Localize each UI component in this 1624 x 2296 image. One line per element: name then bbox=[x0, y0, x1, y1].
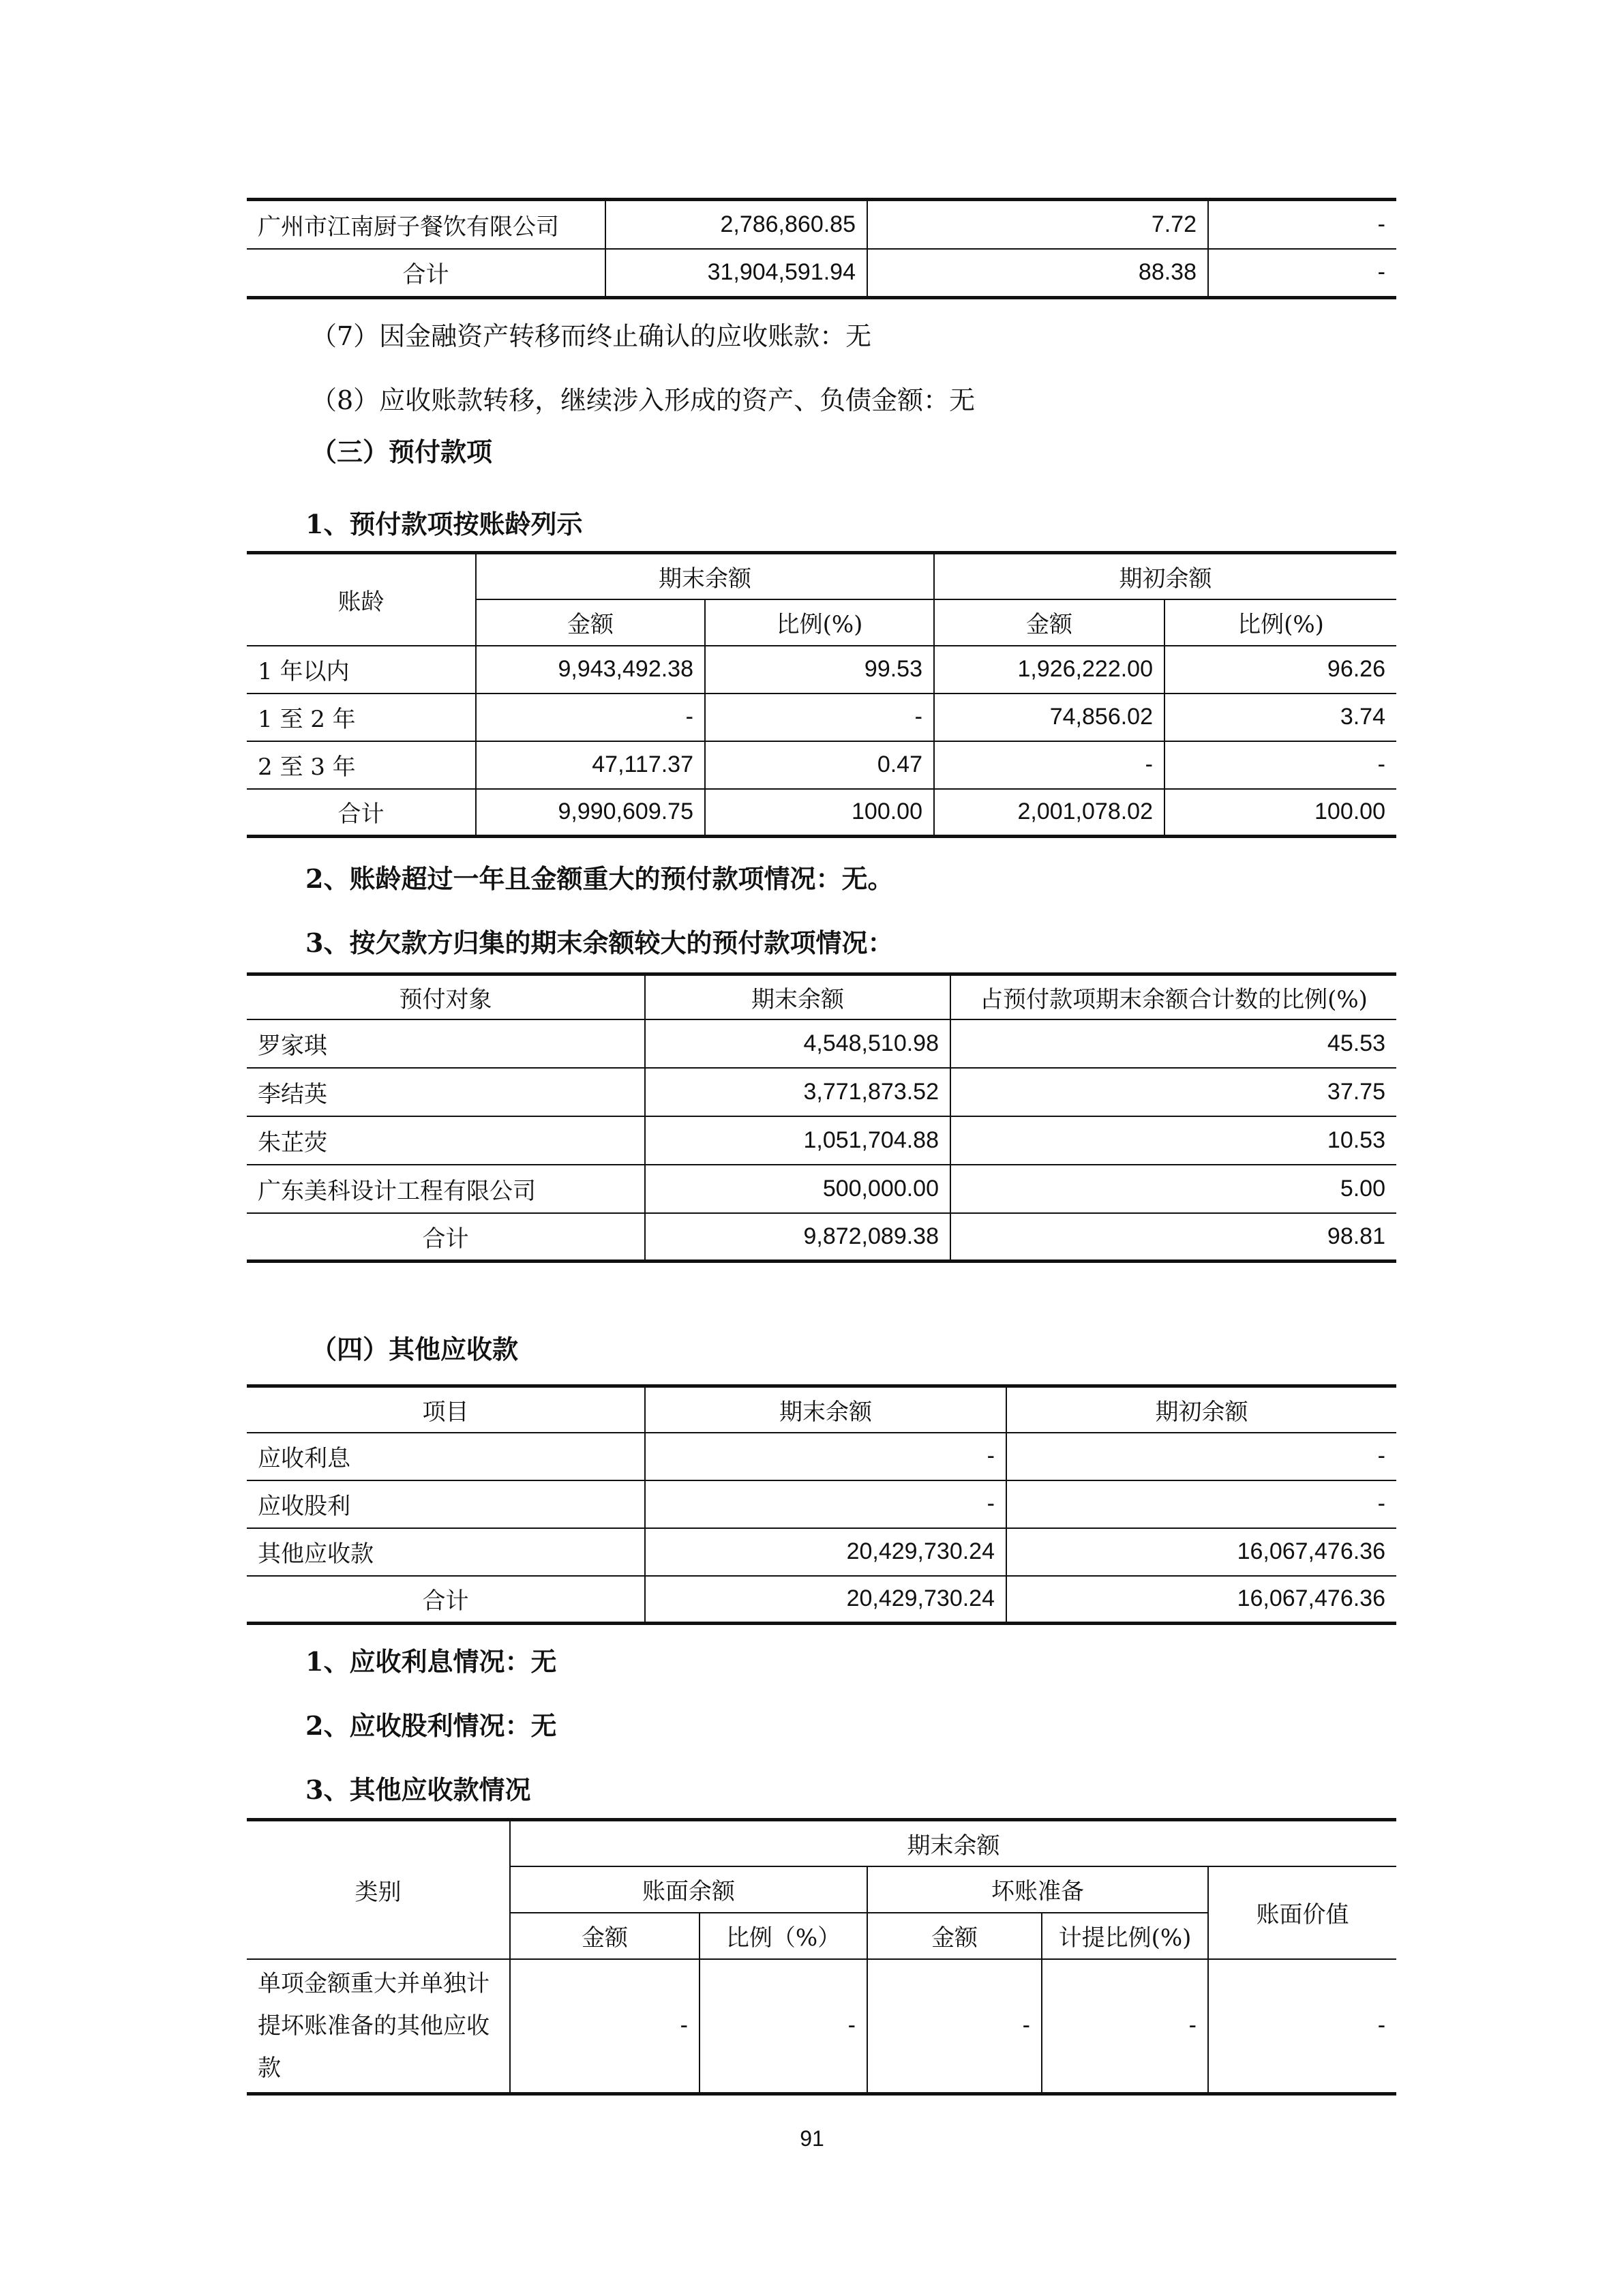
ratio-cell: 0.47 bbox=[705, 741, 934, 789]
subheading-prepay-overdue: 2、账龄超过一年且金额重大的预付款项情况：无。 bbox=[305, 863, 894, 894]
header-end-balance: 期末余额 bbox=[510, 1820, 1396, 1866]
header-end-balance: 期末余额 bbox=[476, 553, 934, 599]
ratio-cell: 98.81 bbox=[950, 1213, 1396, 1262]
header-party: 预付对象 bbox=[247, 974, 645, 1019]
table-row bbox=[247, 789, 1396, 837]
receivable-top-table bbox=[247, 198, 1396, 299]
ratio-cell: - bbox=[1164, 741, 1396, 789]
total-label: 合计 bbox=[247, 249, 605, 298]
table-row bbox=[247, 1576, 1396, 1624]
amount-cell: 9,943,492.38 bbox=[476, 646, 705, 694]
item-cell: 其他应收款 bbox=[247, 1528, 645, 1576]
ratio-cell: 96.26 bbox=[1164, 646, 1396, 694]
total-label: 合计 bbox=[247, 789, 476, 837]
amount-cell: 16,067,476.36 bbox=[1006, 1576, 1396, 1624]
category-cell: 单项金额重大并单独计提坏账准备的其他应收款 bbox=[247, 1959, 510, 2094]
amount-cell: 2,786,860.85 bbox=[605, 200, 867, 249]
amount-cell: 1,926,222.00 bbox=[934, 646, 1164, 694]
ratio-cell: - bbox=[705, 694, 934, 741]
total-label: 合计 bbox=[247, 1213, 645, 1262]
provision-cell: - bbox=[1208, 200, 1396, 249]
header-amount: 金额 bbox=[510, 1913, 700, 1959]
table-row bbox=[247, 1480, 1396, 1528]
table-header-row bbox=[247, 1820, 1396, 1866]
header-ratio: 占预付款项期末余额合计数的比例(%) bbox=[950, 974, 1396, 1019]
table-header-row bbox=[247, 1386, 1396, 1433]
ratio-cell: - bbox=[700, 1959, 867, 2094]
section-heading-prepayments: （三）预付款项 bbox=[311, 436, 493, 467]
section-heading-other-receivables: （四）其他应收款 bbox=[311, 1334, 519, 1365]
ratio-cell: 45.53 bbox=[950, 1019, 1396, 1068]
prepay-aging-table bbox=[247, 551, 1396, 838]
party-cell: 罗家琪 bbox=[247, 1019, 645, 1068]
table-header-row bbox=[247, 553, 1396, 599]
subheading-dividends: 2、应收股利情况：无 bbox=[305, 1710, 557, 1741]
amount-cell: 31,904,591.94 bbox=[605, 249, 867, 298]
table-row bbox=[247, 741, 1396, 789]
amount-cell: 9,872,089.38 bbox=[645, 1213, 950, 1262]
amount-cell: 2,001,078.02 bbox=[934, 789, 1164, 837]
amount-cell: 16,067,476.36 bbox=[1006, 1528, 1396, 1576]
subheading-prepay-aging: 1、预付款项按账龄列示 bbox=[305, 509, 583, 539]
page-number: 91 bbox=[800, 2126, 824, 2151]
header-ratio: 比例(%) bbox=[705, 599, 934, 646]
amount-cell: - bbox=[476, 694, 705, 741]
header-category: 类别 bbox=[247, 1820, 510, 1959]
table-row bbox=[247, 249, 1396, 298]
table-row bbox=[247, 1116, 1396, 1165]
header-amount: 金额 bbox=[867, 1913, 1042, 1959]
amount-cell: 20,429,730.24 bbox=[645, 1576, 1006, 1624]
age-cell: 1 年以内 bbox=[247, 646, 476, 694]
table-row bbox=[247, 1959, 1396, 2094]
amount-cell: - bbox=[645, 1433, 1006, 1480]
header-provision-ratio: 计提比例(%) bbox=[1042, 1913, 1208, 1959]
ratio-cell: 37.75 bbox=[950, 1068, 1396, 1116]
header-bad-debt: 坏账准备 bbox=[867, 1866, 1208, 1913]
total-label: 合计 bbox=[247, 1576, 645, 1624]
table-row bbox=[247, 1528, 1396, 1576]
prepay-top-table bbox=[247, 972, 1396, 1263]
header-ratio: 比例(%) bbox=[1164, 599, 1396, 646]
subheading-prepay-top: 3、按欠款方归集的期末余额较大的预付款项情况： bbox=[305, 927, 894, 958]
header-end-balance: 期末余额 bbox=[645, 1386, 1006, 1433]
amount-cell: - bbox=[1006, 1433, 1396, 1480]
paragraph-7: （7）因金融资产转移而终止确认的应收账款：无 bbox=[311, 321, 872, 351]
amount-cell: 20,429,730.24 bbox=[645, 1528, 1006, 1576]
party-cell: 李结英 bbox=[247, 1068, 645, 1116]
header-item: 项目 bbox=[247, 1386, 645, 1433]
amount-cell: - bbox=[934, 741, 1164, 789]
ratio-cell: 5.00 bbox=[950, 1165, 1396, 1213]
table-row bbox=[247, 1165, 1396, 1213]
company-name: 广州市江南厨子餐饮有限公司 bbox=[247, 200, 605, 249]
subheading-interest: 1、应收利息情况：无 bbox=[305, 1646, 557, 1677]
amount-cell: 4,548,510.98 bbox=[645, 1019, 950, 1068]
book-value-cell: - bbox=[1208, 1959, 1396, 2094]
header-begin-balance: 期初余额 bbox=[934, 553, 1396, 599]
ratio-cell: 3.74 bbox=[1164, 694, 1396, 741]
ratio-cell: 10.53 bbox=[950, 1116, 1396, 1165]
ratio-cell: 99.53 bbox=[705, 646, 934, 694]
amount-cell: - bbox=[1006, 1480, 1396, 1528]
item-cell: 应收利息 bbox=[247, 1433, 645, 1480]
other-receivables-table bbox=[247, 1384, 1396, 1625]
table-row bbox=[247, 694, 1396, 741]
item-cell: 应收股利 bbox=[247, 1480, 645, 1528]
table-row bbox=[247, 1213, 1396, 1262]
ratio-cell: 88.38 bbox=[867, 249, 1208, 298]
amount-cell: 47,117.37 bbox=[476, 741, 705, 789]
table-header-row bbox=[247, 974, 1396, 1019]
table-row bbox=[247, 1068, 1396, 1116]
party-cell: 广东美科设计工程有限公司 bbox=[247, 1165, 645, 1213]
amount-cell: 1,051,704.88 bbox=[645, 1116, 950, 1165]
ratio-cell: - bbox=[1042, 1959, 1208, 2094]
age-cell: 2 至 3 年 bbox=[247, 741, 476, 789]
other-receivables-detail-table bbox=[247, 1818, 1396, 2096]
subheading-other-detail: 3、其他应收款情况 bbox=[305, 1774, 531, 1805]
provision-cell: - bbox=[1208, 249, 1396, 298]
header-age: 账龄 bbox=[247, 553, 476, 646]
table-row bbox=[247, 1019, 1396, 1068]
party-cell: 朱芷荧 bbox=[247, 1116, 645, 1165]
header-amount: 金额 bbox=[934, 599, 1164, 646]
amount-cell: 9,990,609.75 bbox=[476, 789, 705, 837]
header-amount: 金额 bbox=[476, 599, 705, 646]
age-cell: 1 至 2 年 bbox=[247, 694, 476, 741]
header-book-value: 账面价值 bbox=[1208, 1866, 1396, 1959]
table-row bbox=[247, 1433, 1396, 1480]
amount-cell: 500,000.00 bbox=[645, 1165, 950, 1213]
ratio-cell: 100.00 bbox=[705, 789, 934, 837]
table-row bbox=[247, 200, 1396, 249]
amount-cell: - bbox=[510, 1959, 700, 2094]
paragraph-8: （8）应收账款转移，继续涉入形成的资产、负债金额：无 bbox=[311, 385, 976, 415]
amount-cell: - bbox=[645, 1480, 1006, 1528]
ratio-cell: 7.72 bbox=[867, 200, 1208, 249]
amount-cell: 3,771,873.52 bbox=[645, 1068, 950, 1116]
amount-cell: 74,856.02 bbox=[934, 694, 1164, 741]
amount-cell: - bbox=[867, 1959, 1042, 2094]
header-begin-balance: 期初余额 bbox=[1006, 1386, 1396, 1433]
header-ratio: 比例（%） bbox=[700, 1913, 867, 1959]
header-end-balance: 期末余额 bbox=[645, 974, 950, 1019]
table-row bbox=[247, 646, 1396, 694]
ratio-cell: 100.00 bbox=[1164, 789, 1396, 837]
header-book-balance: 账面余额 bbox=[510, 1866, 867, 1913]
